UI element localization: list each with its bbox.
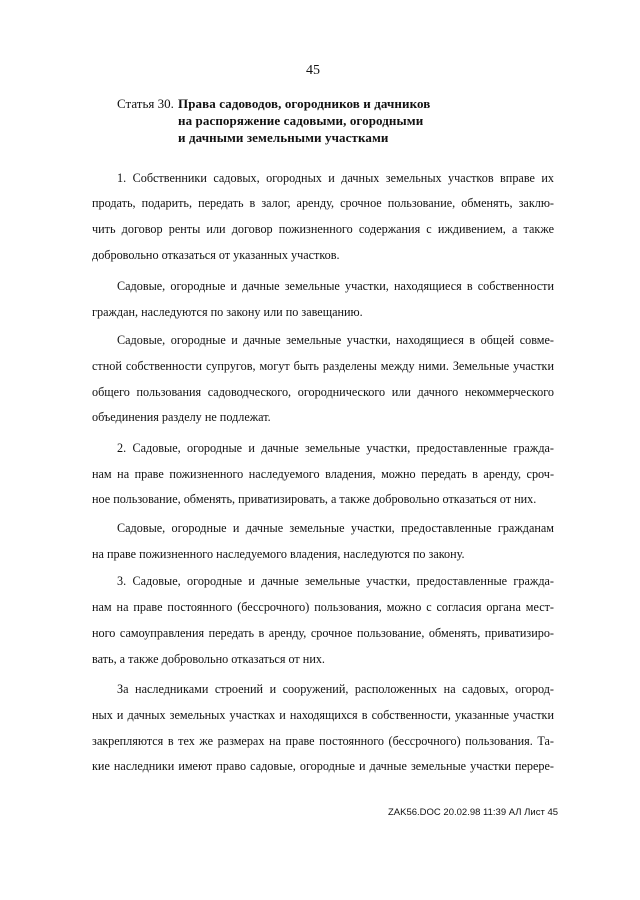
text-line: чить договор ренты или договор пожизненного содержания с иждивением, а также [92,222,554,236]
text-line: Садовые, огородные и дачные земельные участки, находящиеся в собственности [117,279,554,293]
text-line: нам на праве постоянного (бессрочного) пользования, можно с согласия органа мест- [92,600,554,614]
text-line: нам на праве пожизненного наследуемого владения, можно передать в аренду, сроч- [92,467,554,481]
article-label: Статья 30. [117,96,174,111]
text-line: закрепляются в тех же размерах на праве постоянного (бессрочного) пользования. Та- [92,734,554,748]
text-line: вать, а также добровольно отказаться от них. [92,652,325,666]
text-line: Садовые, огородные и дачные земельные участки, находящиеся в общей совме- [117,333,554,347]
text-line: добровольно отказаться от указанных участков. [92,248,340,262]
text-line: 2. Садовые, огородные и дачные земельные участки, предоставленные гражда- [117,441,554,455]
text-line: ное пользование, обменять, приватизировать, а также добровольно отказаться от них. [92,492,537,506]
text-line: За наследниками строений и сооружений, расположенных на садовых, огород- [117,682,554,696]
text-line: на праве пожизненного наследуемого владения, наследуются по закону. [92,547,465,561]
article-title-line-3: и дачными земельными участками [178,130,389,145]
text-line: граждан, наследуются по закону или по завещанию. [92,305,363,319]
text-line: продать, подарить, передать в залог, аренду, срочное пользование, обменять, заклю- [92,196,554,210]
page-number: 45 [306,63,320,78]
text-line: ного самоуправления передать в аренду, срочное пользование, обменять, приватизиро- [92,626,554,640]
text-line: 3. Садовые, огородные и дачные земельные участки, предоставленные гражда- [117,574,554,588]
text-line: кие наследники имеют право садовые, огородные и дачные земельные участки перере- [92,759,554,773]
article-title-line-2: на распоряжение садовыми, огородными [178,113,424,128]
text-line: стной собственности супругов, могут быть разделены между ними. Земельные участки [92,359,554,373]
text-line: ных и дачных земельных участках и находящихся в собственности, указанные участки [92,708,554,722]
text-line: общего пользования садоводческого, огороднического или дачного некоммерческого [92,385,554,399]
footer-doc-info: ZAK56.DOC 20.02.98 11:39 АЛ Лист 45 [388,807,559,818]
text-line: объединения разделу не подлежат. [92,410,271,424]
text-line: 1. Собственники садовых, огородных и дачных земельных участков вправе их [117,171,554,185]
article-title-line-1: Права садоводов, огородников и дачников [178,96,431,111]
text-line: Садовые, огородные и дачные земельные участки, предоставленные гражданам [117,521,554,535]
